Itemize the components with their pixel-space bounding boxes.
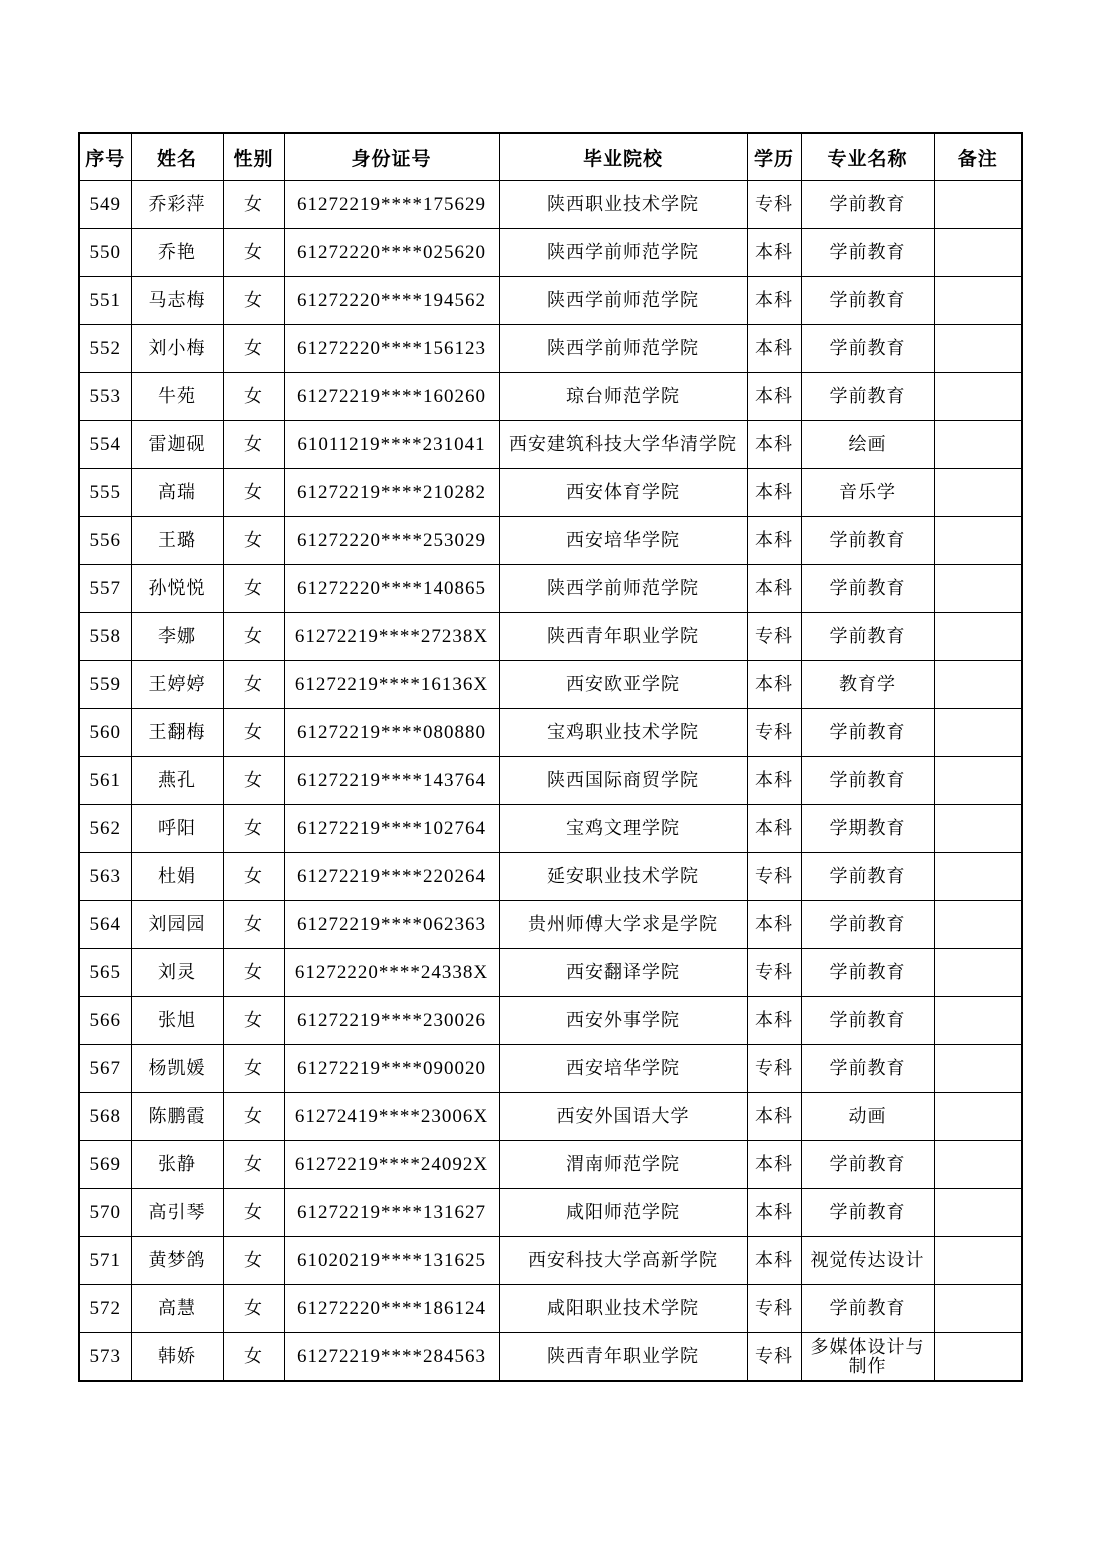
cell-major: 学前教育 bbox=[801, 613, 934, 661]
cell-education: 本科 bbox=[747, 469, 801, 517]
cell-major: 学前教育 bbox=[801, 853, 934, 901]
cell-remarks bbox=[934, 277, 1022, 325]
cell-education: 本科 bbox=[747, 1141, 801, 1189]
cell-remarks bbox=[934, 1189, 1022, 1237]
cell-education: 专科 bbox=[747, 949, 801, 997]
cell-major: 学前教育 bbox=[801, 901, 934, 949]
cell-remarks bbox=[934, 949, 1022, 997]
cell-seq: 560 bbox=[79, 709, 131, 757]
cell-major: 学前教育 bbox=[801, 325, 934, 373]
cell-remarks bbox=[934, 613, 1022, 661]
header-row bbox=[79, 133, 1022, 181]
cell-gender: 女 bbox=[223, 517, 284, 565]
cell-id-number: 61272219****27238X bbox=[284, 613, 499, 661]
cell-seq: 557 bbox=[79, 565, 131, 613]
cell-remarks bbox=[934, 421, 1022, 469]
cell-major: 学前教育 bbox=[801, 229, 934, 277]
cell-education: 本科 bbox=[747, 1093, 801, 1141]
cell-remarks bbox=[934, 997, 1022, 1045]
table-row bbox=[79, 757, 1022, 805]
cell-name: 刘小梅 bbox=[131, 325, 223, 373]
cell-gender: 女 bbox=[223, 661, 284, 709]
table-row bbox=[79, 517, 1022, 565]
cell-gender: 女 bbox=[223, 613, 284, 661]
cell-seq: 568 bbox=[79, 1093, 131, 1141]
cell-name: 雷迦砚 bbox=[131, 421, 223, 469]
cell-seq: 559 bbox=[79, 661, 131, 709]
cell-id-number: 61272220****140865 bbox=[284, 565, 499, 613]
table-row bbox=[79, 613, 1022, 661]
cell-gender: 女 bbox=[223, 469, 284, 517]
cell-gender: 女 bbox=[223, 229, 284, 277]
cell-major: 学前教育 bbox=[801, 277, 934, 325]
cell-id-number: 61272220****253029 bbox=[284, 517, 499, 565]
cell-major: 学前教育 bbox=[801, 517, 934, 565]
table-row bbox=[79, 1189, 1022, 1237]
cell-education: 专科 bbox=[747, 1045, 801, 1093]
cell-school: 西安外国语大学 bbox=[499, 1093, 747, 1141]
cell-id-number: 61272219****24092X bbox=[284, 1141, 499, 1189]
table-row bbox=[79, 997, 1022, 1045]
cell-gender: 女 bbox=[223, 421, 284, 469]
cell-id-number: 61272419****23006X bbox=[284, 1093, 499, 1141]
table-row bbox=[79, 709, 1022, 757]
cell-id-number: 61272220****24338X bbox=[284, 949, 499, 997]
cell-name: 乔艳 bbox=[131, 229, 223, 277]
cell-remarks bbox=[934, 373, 1022, 421]
cell-name: 韩娇 bbox=[131, 1333, 223, 1382]
cell-school: 咸阳师范学院 bbox=[499, 1189, 747, 1237]
table-header bbox=[79, 133, 1022, 181]
cell-name: 杜娟 bbox=[131, 853, 223, 901]
table-row bbox=[79, 421, 1022, 469]
cell-remarks bbox=[934, 1285, 1022, 1333]
cell-remarks bbox=[934, 565, 1022, 613]
table-row bbox=[79, 661, 1022, 709]
header-gender: 性别 bbox=[223, 133, 284, 181]
cell-gender: 女 bbox=[223, 1045, 284, 1093]
cell-major: 学前教育 bbox=[801, 1045, 934, 1093]
cell-gender: 女 bbox=[223, 1141, 284, 1189]
cell-school: 陕西职业技术学院 bbox=[499, 181, 747, 229]
cell-major: 学期教育 bbox=[801, 805, 934, 853]
cell-id-number: 61272219****080880 bbox=[284, 709, 499, 757]
cell-id-number: 61272220****025620 bbox=[284, 229, 499, 277]
cell-seq: 558 bbox=[79, 613, 131, 661]
cell-major: 学前教育 bbox=[801, 709, 934, 757]
cell-seq: 566 bbox=[79, 997, 131, 1045]
cell-remarks bbox=[934, 709, 1022, 757]
cell-seq: 556 bbox=[79, 517, 131, 565]
cell-major: 音乐学 bbox=[801, 469, 934, 517]
cell-remarks bbox=[934, 1141, 1022, 1189]
cell-name: 刘园园 bbox=[131, 901, 223, 949]
cell-id-number: 61272219****143764 bbox=[284, 757, 499, 805]
cell-school: 陕西学前师范学院 bbox=[499, 565, 747, 613]
cell-education: 专科 bbox=[747, 853, 801, 901]
cell-gender: 女 bbox=[223, 1189, 284, 1237]
cell-remarks bbox=[934, 1093, 1022, 1141]
cell-school: 宝鸡文理学院 bbox=[499, 805, 747, 853]
cell-id-number: 61272219****160260 bbox=[284, 373, 499, 421]
cell-education: 本科 bbox=[747, 565, 801, 613]
cell-gender: 女 bbox=[223, 1285, 284, 1333]
cell-name: 牛苑 bbox=[131, 373, 223, 421]
cell-school: 延安职业技术学院 bbox=[499, 853, 747, 901]
cell-name: 黄梦鸽 bbox=[131, 1237, 223, 1285]
cell-id-number: 61272219****131627 bbox=[284, 1189, 499, 1237]
table-row bbox=[79, 1237, 1022, 1285]
cell-gender: 女 bbox=[223, 1333, 284, 1382]
cell-seq: 573 bbox=[79, 1333, 131, 1382]
cell-name: 乔彩萍 bbox=[131, 181, 223, 229]
cell-school: 陕西学前师范学院 bbox=[499, 277, 747, 325]
table-row bbox=[79, 901, 1022, 949]
cell-school: 陕西学前师范学院 bbox=[499, 325, 747, 373]
cell-education: 本科 bbox=[747, 805, 801, 853]
cell-seq: 565 bbox=[79, 949, 131, 997]
cell-seq: 549 bbox=[79, 181, 131, 229]
cell-name: 王婷婷 bbox=[131, 661, 223, 709]
cell-remarks bbox=[934, 853, 1022, 901]
cell-seq: 562 bbox=[79, 805, 131, 853]
cell-name: 王璐 bbox=[131, 517, 223, 565]
cell-seq: 550 bbox=[79, 229, 131, 277]
cell-education: 本科 bbox=[747, 277, 801, 325]
cell-gender: 女 bbox=[223, 1093, 284, 1141]
cell-education: 本科 bbox=[747, 757, 801, 805]
cell-seq: 561 bbox=[79, 757, 131, 805]
cell-remarks bbox=[934, 325, 1022, 373]
cell-gender: 女 bbox=[223, 1237, 284, 1285]
header-school: 毕业院校 bbox=[499, 133, 747, 181]
cell-name: 高瑞 bbox=[131, 469, 223, 517]
cell-name: 李娜 bbox=[131, 613, 223, 661]
cell-school: 贵州师傅大学求是学院 bbox=[499, 901, 747, 949]
table-row bbox=[79, 1141, 1022, 1189]
cell-name: 陈鹏霞 bbox=[131, 1093, 223, 1141]
cell-gender: 女 bbox=[223, 853, 284, 901]
cell-school: 西安体育学院 bbox=[499, 469, 747, 517]
cell-education: 本科 bbox=[747, 325, 801, 373]
cell-education: 本科 bbox=[747, 229, 801, 277]
cell-education: 本科 bbox=[747, 901, 801, 949]
cell-gender: 女 bbox=[223, 757, 284, 805]
header-id-number: 身份证号 bbox=[284, 133, 499, 181]
cell-education: 本科 bbox=[747, 517, 801, 565]
cell-seq: 554 bbox=[79, 421, 131, 469]
cell-gender: 女 bbox=[223, 373, 284, 421]
cell-seq: 571 bbox=[79, 1237, 131, 1285]
table-row bbox=[79, 565, 1022, 613]
cell-education: 本科 bbox=[747, 1189, 801, 1237]
cell-school: 西安科技大学高新学院 bbox=[499, 1237, 747, 1285]
cell-education: 本科 bbox=[747, 373, 801, 421]
cell-education: 本科 bbox=[747, 997, 801, 1045]
cell-name: 张静 bbox=[131, 1141, 223, 1189]
cell-major: 多媒体设计与制作 bbox=[801, 1333, 934, 1382]
cell-major: 学前教育 bbox=[801, 373, 934, 421]
cell-id-number: 61272219****284563 bbox=[284, 1333, 499, 1382]
cell-id-number: 61272219****062363 bbox=[284, 901, 499, 949]
cell-id-number: 61272219****210282 bbox=[284, 469, 499, 517]
table-row bbox=[79, 1333, 1022, 1382]
cell-gender: 女 bbox=[223, 181, 284, 229]
cell-school: 西安培华学院 bbox=[499, 517, 747, 565]
cell-major: 绘画 bbox=[801, 421, 934, 469]
cell-school: 陕西青年职业学院 bbox=[499, 1333, 747, 1382]
cell-school: 咸阳职业技术学院 bbox=[499, 1285, 747, 1333]
cell-major: 学前教育 bbox=[801, 757, 934, 805]
cell-id-number: 61272219****230026 bbox=[284, 997, 499, 1045]
table-row bbox=[79, 277, 1022, 325]
cell-name: 燕孔 bbox=[131, 757, 223, 805]
cell-seq: 552 bbox=[79, 325, 131, 373]
cell-gender: 女 bbox=[223, 277, 284, 325]
cell-remarks bbox=[934, 517, 1022, 565]
table-row bbox=[79, 853, 1022, 901]
cell-id-number: 61272219****16136X bbox=[284, 661, 499, 709]
cell-remarks bbox=[934, 469, 1022, 517]
cell-remarks bbox=[934, 805, 1022, 853]
cell-name: 呼阳 bbox=[131, 805, 223, 853]
cell-gender: 女 bbox=[223, 805, 284, 853]
cell-id-number: 61272219****175629 bbox=[284, 181, 499, 229]
cell-education: 专科 bbox=[747, 1333, 801, 1382]
cell-gender: 女 bbox=[223, 565, 284, 613]
cell-major: 学前教育 bbox=[801, 1285, 934, 1333]
table-row bbox=[79, 229, 1022, 277]
cell-gender: 女 bbox=[223, 709, 284, 757]
cell-school: 陕西学前师范学院 bbox=[499, 229, 747, 277]
cell-education: 专科 bbox=[747, 709, 801, 757]
header-remarks: 备注 bbox=[934, 133, 1022, 181]
cell-school: 琼台师范学院 bbox=[499, 373, 747, 421]
table-row bbox=[79, 325, 1022, 373]
cell-remarks bbox=[934, 1045, 1022, 1093]
cell-name: 张旭 bbox=[131, 997, 223, 1045]
cell-major: 学前教育 bbox=[801, 997, 934, 1045]
cell-education: 专科 bbox=[747, 181, 801, 229]
cell-education: 专科 bbox=[747, 1285, 801, 1333]
cell-seq: 553 bbox=[79, 373, 131, 421]
table-row bbox=[79, 949, 1022, 997]
cell-id-number: 61272220****186124 bbox=[284, 1285, 499, 1333]
cell-seq: 564 bbox=[79, 901, 131, 949]
header-major: 专业名称 bbox=[801, 133, 934, 181]
cell-id-number: 61272219****102764 bbox=[284, 805, 499, 853]
cell-remarks bbox=[934, 757, 1022, 805]
cell-seq: 551 bbox=[79, 277, 131, 325]
cell-education: 本科 bbox=[747, 1237, 801, 1285]
cell-id-number: 61011219****231041 bbox=[284, 421, 499, 469]
cell-school: 西安培华学院 bbox=[499, 1045, 747, 1093]
cell-name: 王翻梅 bbox=[131, 709, 223, 757]
header-seq: 序号 bbox=[79, 133, 131, 181]
cell-seq: 555 bbox=[79, 469, 131, 517]
table-row bbox=[79, 469, 1022, 517]
table-row bbox=[79, 805, 1022, 853]
cell-school: 西安外事学院 bbox=[499, 997, 747, 1045]
cell-school: 西安欧亚学院 bbox=[499, 661, 747, 709]
cell-seq: 563 bbox=[79, 853, 131, 901]
cell-remarks bbox=[934, 229, 1022, 277]
cell-id-number: 61272219****090020 bbox=[284, 1045, 499, 1093]
cell-name: 杨凯媛 bbox=[131, 1045, 223, 1093]
cell-school: 渭南师范学院 bbox=[499, 1141, 747, 1189]
cell-seq: 569 bbox=[79, 1141, 131, 1189]
cell-school: 西安建筑科技大学华清学院 bbox=[499, 421, 747, 469]
cell-school: 西安翻译学院 bbox=[499, 949, 747, 997]
cell-education: 专科 bbox=[747, 613, 801, 661]
cell-gender: 女 bbox=[223, 949, 284, 997]
cell-seq: 570 bbox=[79, 1189, 131, 1237]
cell-name: 孙悦悦 bbox=[131, 565, 223, 613]
cell-remarks bbox=[934, 1237, 1022, 1285]
table-body bbox=[79, 181, 1022, 1382]
cell-name: 马志梅 bbox=[131, 277, 223, 325]
cell-seq: 567 bbox=[79, 1045, 131, 1093]
cell-major: 学前教育 bbox=[801, 181, 934, 229]
cell-id-number: 61272220****156123 bbox=[284, 325, 499, 373]
cell-education: 本科 bbox=[747, 661, 801, 709]
cell-major: 教育学 bbox=[801, 661, 934, 709]
cell-gender: 女 bbox=[223, 325, 284, 373]
cell-id-number: 61020219****131625 bbox=[284, 1237, 499, 1285]
cell-name: 高慧 bbox=[131, 1285, 223, 1333]
cell-major: 动画 bbox=[801, 1093, 934, 1141]
roster-table bbox=[78, 132, 1023, 1382]
cell-remarks bbox=[934, 901, 1022, 949]
cell-major: 学前教育 bbox=[801, 565, 934, 613]
cell-seq: 572 bbox=[79, 1285, 131, 1333]
cell-education: 本科 bbox=[747, 421, 801, 469]
cell-gender: 女 bbox=[223, 901, 284, 949]
cell-school: 陕西国际商贸学院 bbox=[499, 757, 747, 805]
cell-school: 宝鸡职业技术学院 bbox=[499, 709, 747, 757]
table-row bbox=[79, 1093, 1022, 1141]
cell-name: 刘灵 bbox=[131, 949, 223, 997]
header-name: 姓名 bbox=[131, 133, 223, 181]
cell-id-number: 61272220****194562 bbox=[284, 277, 499, 325]
cell-major: 学前教育 bbox=[801, 1141, 934, 1189]
cell-major: 视觉传达设计 bbox=[801, 1237, 934, 1285]
table-row bbox=[79, 1285, 1022, 1333]
cell-name: 高引琴 bbox=[131, 1189, 223, 1237]
table-row bbox=[79, 1045, 1022, 1093]
cell-remarks bbox=[934, 661, 1022, 709]
cell-id-number: 61272219****220264 bbox=[284, 853, 499, 901]
table-row bbox=[79, 181, 1022, 229]
cell-remarks bbox=[934, 1333, 1022, 1382]
table-row bbox=[79, 373, 1022, 421]
cell-remarks bbox=[934, 181, 1022, 229]
header-education: 学历 bbox=[747, 133, 801, 181]
cell-school: 陕西青年职业学院 bbox=[499, 613, 747, 661]
cell-gender: 女 bbox=[223, 997, 284, 1045]
cell-major: 学前教育 bbox=[801, 949, 934, 997]
cell-major: 学前教育 bbox=[801, 1189, 934, 1237]
